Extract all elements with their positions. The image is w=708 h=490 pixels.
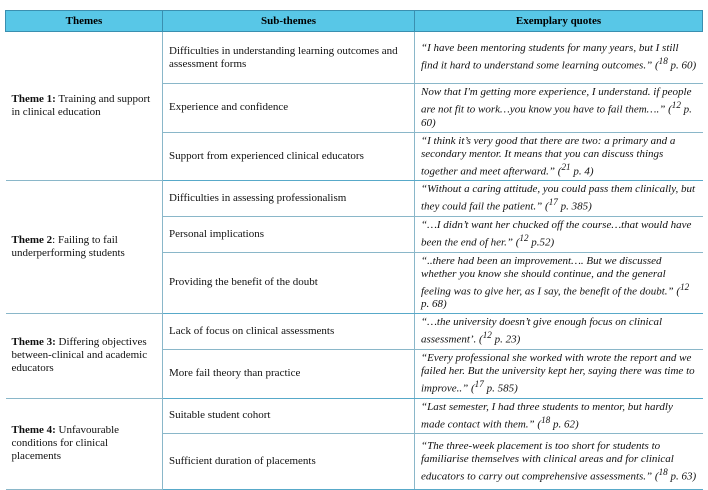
header-themes: Themes: [6, 11, 163, 32]
quote-cell: [415, 398, 703, 434]
table-row: [6, 32, 703, 84]
quote-text: “I have been mentoring students for many years, but I still find it hard to understand some learning outcomes.” (: [421, 42, 679, 72]
themes-table: [5, 10, 703, 490]
theme-label: Theme 1:: [11, 93, 56, 106]
sub-theme-cell: Difficulties in understanding learning outcomes and assessment forms: [163, 32, 415, 84]
page-ref: p. 4): [570, 165, 594, 178]
quote-text: “The three-week placement is too short for students to familiarise themselves with clinical areas and for clinical educators to carry out comprehensive assessments.” (: [421, 439, 674, 483]
theme-title: Training and support in clinical education: [11, 93, 151, 119]
quote-cell: [415, 349, 703, 398]
quote-text: “Every professional she worked with wrote the report and we failed her. But the university kept her, saying there was time to improve..” (: [421, 351, 695, 395]
sub-theme-cell: Providing the benefit of the doubt: [163, 252, 415, 314]
quote-text: “..there had been an improvement…. But we discussed whether you know she should continue, and the general feeling was to give her, as I say, the benefit of the doubt.” (: [421, 254, 681, 298]
reference-number: 21: [561, 161, 571, 172]
quote-text: “Without a caring attitude, you could pass them clinically, but they could fail the patient.” (: [421, 183, 696, 213]
theme-title: Differing objectives between-clinical and academic educators: [11, 336, 148, 375]
sub-theme-cell: Support from experienced clinical educators: [163, 132, 415, 181]
theme-cell: [6, 314, 163, 398]
page-ref: p.52): [528, 236, 555, 249]
reference-number: 12: [680, 281, 690, 292]
page-ref: p. 62): [550, 418, 579, 431]
page-ref: p. 63): [667, 470, 697, 483]
reference-number: 12: [482, 330, 492, 341]
reference-number: 18: [658, 466, 668, 477]
table-row: [6, 398, 703, 434]
page-ref: p. 60): [667, 59, 697, 72]
reference-number: 12: [519, 232, 529, 243]
sub-theme-cell: Suitable student cohort: [163, 398, 415, 434]
quote-cell: [415, 181, 703, 217]
quote-text: “I think it’s very good that there are two: a primary and a secondary mentor. It means that you can discuss things together and meet afterward.” (: [421, 134, 676, 178]
sub-theme-cell: Lack of focus on clinical assessments: [163, 314, 415, 350]
theme-title: : Failing to fail underperforming students: [11, 234, 125, 260]
quote-cell: [415, 216, 703, 252]
sub-theme-cell: Experience and confidence: [163, 84, 415, 133]
quote-cell: [415, 84, 703, 133]
quote-text: “Last semester, I had three students to mentor, but hardly made contact with them.” (: [421, 400, 673, 431]
quote-text: “…the university doesn’t give enough focus on clinical assessment’. (: [421, 316, 663, 346]
quote-text: Now that I'm getting more experience, I understand. if people are not fit to work…you know you have to fail them….” (: [421, 86, 692, 116]
quote-cell: [415, 434, 703, 490]
sub-theme-cell: More fail theory than practice: [163, 349, 415, 398]
sub-theme-cell: Personal implications: [163, 216, 415, 252]
theme-cell: [6, 181, 163, 314]
header-sub-themes: Sub-themes: [163, 11, 415, 32]
theme-label: Theme 3:: [11, 336, 56, 349]
theme-label: Theme 2: [11, 234, 53, 247]
page-ref: p. 60): [421, 103, 692, 129]
sub-theme-cell: Difficulties in assessing professionalism: [163, 181, 415, 217]
header-exemplary-quotes: Exemplary quotes: [415, 11, 703, 32]
quote-cell: [415, 32, 703, 84]
quote-text: “…I didn’t want her chucked off the course…that would have been the end of her.” (: [421, 218, 692, 249]
reference-number: 17: [474, 378, 484, 389]
table-row: [6, 181, 703, 217]
page-ref: p. 585): [483, 382, 518, 395]
quote-cell: [415, 252, 703, 314]
theme-title: Unfavourable conditions for clinical placements: [11, 424, 120, 463]
quote-cell: [415, 314, 703, 350]
page-ref: p. 23): [491, 333, 521, 346]
theme-label: Theme 4:: [11, 424, 56, 437]
quote-cell: [415, 132, 703, 181]
reference-number: 12: [671, 100, 681, 110]
theme-cell: [6, 32, 163, 181]
reference-number: 18: [541, 414, 551, 425]
page-ref: p. 385): [557, 200, 592, 213]
sub-theme-cell: Sufficient duration of placements: [163, 434, 415, 490]
table-row: [6, 314, 703, 350]
header-row: [6, 11, 703, 32]
page-ref: p. 68): [421, 298, 447, 311]
theme-cell: [6, 398, 163, 490]
reference-number: 18: [658, 56, 668, 67]
reference-number: 17: [548, 197, 558, 208]
